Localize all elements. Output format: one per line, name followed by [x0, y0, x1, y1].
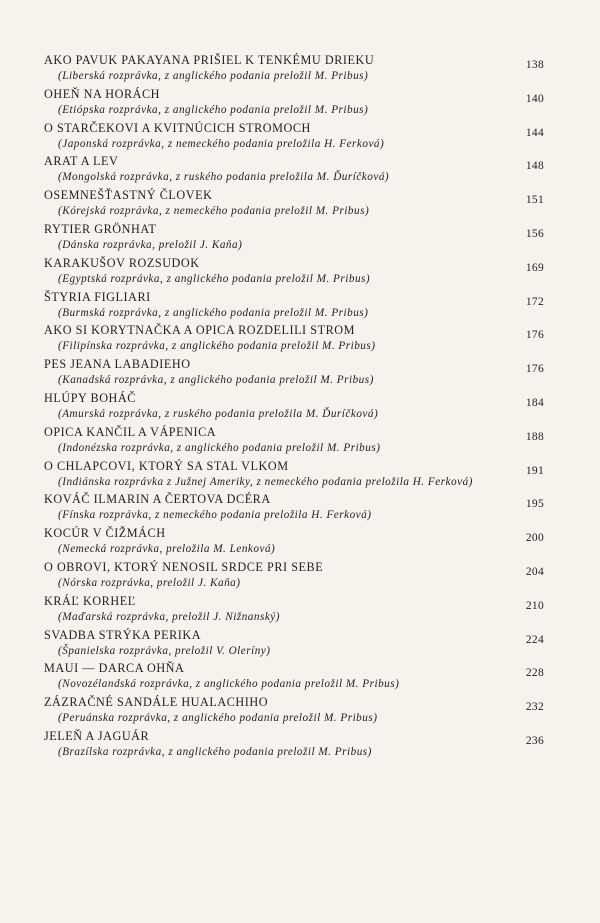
entry-page-number: 151: [525, 194, 544, 207]
entry-page-number: 236: [525, 734, 544, 747]
toc-entry[interactable]: [44, 594, 544, 628]
entry-subtitle: (Etiópska rozprávka, z anglického podania preložil M. Pribus): [58, 103, 369, 116]
entry-title: HLÚPY BOHÁČ: [44, 390, 136, 405]
entry-title: ARAT A LEV: [44, 154, 119, 169]
entry-title: O CHLAPCOVI, KTORÝ SA STAL VLKOM: [44, 458, 289, 473]
entry-page-number: 169: [525, 261, 544, 274]
entry-page-number: 204: [525, 565, 544, 578]
entry-subtitle: (Dánska rozprávka, preložil J. Kaňa): [58, 238, 243, 251]
table-of-contents: [44, 53, 544, 763]
entry-title: OSEMNEŠŤASTNÝ ČLOVEK: [44, 188, 213, 203]
toc-entry[interactable]: [44, 188, 544, 222]
entry-page-number: 191: [525, 464, 544, 477]
toc-entry[interactable]: [44, 459, 544, 493]
entry-title: AKO PAVUK PAKAYANA PRIŠIEL K TENKÉMU DRIEKU: [44, 53, 375, 67]
entry-page-number: 148: [525, 160, 544, 173]
entry-subtitle: (Fínska rozprávka, z nemeckého podania preložila H. Ferková): [58, 509, 372, 522]
entry-title: O STARČEKOVI A KVITNÚCICH STROMOCH: [44, 120, 311, 135]
entry-title: OHEŇ NA HORÁCH: [44, 86, 161, 101]
entry-subtitle: (Nemecká rozprávka, preložila M. Lenková): [58, 543, 276, 556]
entry-subtitle: (Egyptská rozprávka, z anglického podania preložil M. Pribus): [58, 272, 371, 285]
entry-page-number: 140: [525, 92, 544, 105]
entry-title: KARAKUŠOV ROZSUDOK: [44, 255, 200, 270]
entry-subtitle: (Burmská rozprávka, z anglického podania preložil M. Pribus): [58, 306, 369, 319]
entry-page-number: 210: [525, 599, 544, 612]
entry-title: PES JEANA LABADIEHO: [44, 357, 191, 372]
entry-page-number: 176: [525, 329, 544, 342]
entry-page-number: 144: [525, 126, 544, 139]
entry-page-number: 184: [525, 396, 544, 409]
entry-title: ŠTYRIA FIGLIARI: [44, 289, 151, 304]
entry-subtitle: (Indonézska rozprávka, z anglického podania preložil M. Pribus): [58, 441, 381, 454]
entry-subtitle: (Indiánska rozprávka z Južnej Ameriky, z nemeckého podania preložila H. Ferková): [58, 475, 473, 488]
entry-title: OPICA KANČIL A VÁPENICA: [44, 424, 217, 439]
toc-entry[interactable]: [44, 222, 544, 256]
toc-entry[interactable]: [44, 695, 544, 729]
entry-title: KOCÚR V ČIŽMÁCH: [44, 526, 166, 541]
entry-page-number: 176: [525, 363, 544, 376]
entry-title: RYTIER GRÖNHAT: [44, 221, 157, 236]
toc-entry[interactable]: [44, 357, 544, 391]
entry-subtitle: (Liberská rozprávka, z anglického podania preložil M. Pribus): [58, 70, 369, 82]
entry-subtitle: (Nórska rozprávka, preložil J. Kaňa): [58, 576, 241, 589]
entry-page-number: 224: [525, 633, 544, 646]
toc-entry[interactable]: [44, 323, 544, 357]
entry-subtitle: (Novozélandská rozprávka, z anglického podania preložil M. Pribus): [58, 678, 400, 691]
entry-title: KOVÁČ ILMARIN A ČERTOVA DCÉRA: [44, 492, 271, 507]
entry-subtitle: (Filipínska rozprávka, z anglického podania preložil M. Pribus): [58, 340, 376, 353]
toc-entry[interactable]: [44, 53, 544, 87]
entry-title: O OBROVI, KTORÝ NENOSIL SRDCE PRI SEBE: [44, 559, 324, 574]
entry-title: KRÁĽ KORHEĽ: [44, 593, 136, 608]
entry-title: SVADBA STRÝKA PERIKA: [44, 627, 202, 642]
entry-page-number: 228: [525, 667, 544, 680]
entry-subtitle: (Maďarská rozprávka, preložil J. Nižnanský): [58, 610, 280, 623]
entry-page-number: 232: [525, 701, 544, 714]
toc-entry[interactable]: [44, 729, 544, 763]
entry-title: AKO SI KORYTNAČKA A OPICA ROZDELILI STROM: [44, 323, 356, 338]
toc-entry[interactable]: [44, 628, 544, 662]
entry-subtitle: (Španielska rozprávka, preložil V. Oleríny): [58, 644, 271, 657]
entry-page-number: 138: [525, 59, 544, 71]
toc-entry[interactable]: [44, 87, 544, 121]
entry-subtitle: (Amurská rozprávka, z ruského podania preložila M. Ďuríčková): [58, 407, 379, 420]
entry-page-number: 195: [525, 498, 544, 511]
toc-entry[interactable]: [44, 661, 544, 695]
entry-page-number: 172: [525, 295, 544, 308]
toc-entry[interactable]: [44, 391, 544, 425]
toc-entry[interactable]: [44, 526, 544, 560]
toc-entry[interactable]: [44, 290, 544, 324]
entry-title: ZÁZRAČNÉ SANDÁLE HUALACHIHO: [44, 695, 269, 710]
entry-subtitle: (Peruánska rozprávka, z anglického podania preložil M. Pribus): [58, 712, 378, 725]
entry-title: MAUI — DARCA OHŇA: [44, 661, 185, 676]
entry-subtitle: (Japonská rozprávka, z nemeckého podania preložila H. Ferková): [58, 137, 385, 150]
toc-entry[interactable]: [44, 256, 544, 290]
entry-subtitle: (Kanadská rozprávka, z anglického podania preložil M. Pribus): [58, 374, 374, 387]
entry-page-number: 188: [525, 430, 544, 443]
entry-page-number: 156: [525, 227, 544, 240]
toc-entry[interactable]: [44, 492, 544, 526]
entry-subtitle: (Brazílska rozprávka, z anglického podania preložil M. Pribus): [58, 745, 372, 758]
entry-subtitle: (Mongolská rozprávka, z ruského podania preložila M. Ďuríčková): [58, 171, 390, 184]
toc-entry[interactable]: [44, 560, 544, 594]
toc-entry[interactable]: [44, 154, 544, 188]
entry-subtitle: (Kórejská rozprávka, z nemeckého podania preložil M. Pribus): [58, 205, 370, 218]
entry-page-number: 200: [525, 532, 544, 545]
toc-entry[interactable]: [44, 121, 544, 155]
entry-title: JELEŇ A JAGUÁR: [44, 728, 150, 743]
toc-entry[interactable]: [44, 425, 544, 459]
